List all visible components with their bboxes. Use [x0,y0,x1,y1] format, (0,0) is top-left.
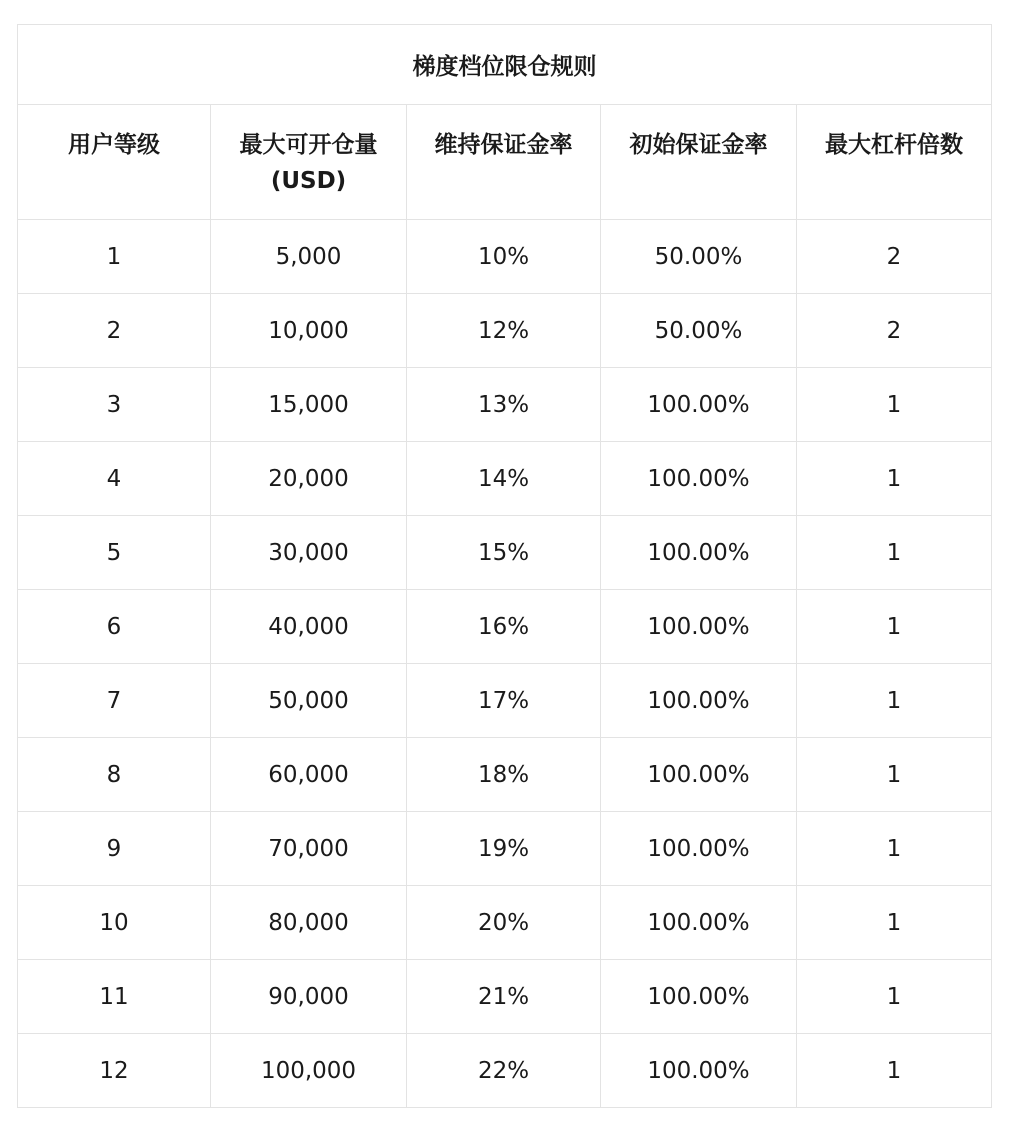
cell-max-leverage: 1 [797,368,992,442]
cell-max-leverage: 1 [797,516,992,590]
table-header-row [18,105,992,220]
cell-maintenance-margin: 19% [407,812,601,886]
table-body [18,220,992,1108]
cell-user-level: 4 [18,442,211,516]
table-row [18,220,992,294]
cell-max-position: 80,000 [211,886,407,960]
table-row [18,294,992,368]
table-row [18,516,992,590]
table-row [18,590,992,664]
header-max-leverage-label: 最大杠杆倍数 [825,132,963,158]
table-title-row [18,25,992,105]
cell-max-leverage: 1 [797,590,992,664]
cell-initial-margin: 50.00% [601,220,797,294]
cell-user-level: 11 [18,960,211,1034]
cell-max-position: 40,000 [211,590,407,664]
cell-max-leverage: 1 [797,812,992,886]
table-title: 梯度档位限仓规则 [18,25,992,105]
cell-max-leverage: 1 [797,1034,992,1108]
cell-max-position: 30,000 [211,516,407,590]
cell-max-position: 50,000 [211,664,407,738]
cell-initial-margin: 100.00% [601,886,797,960]
cell-maintenance-margin: 12% [407,294,601,368]
cell-initial-margin: 100.00% [601,960,797,1034]
table-row [18,886,992,960]
cell-maintenance-margin: 13% [407,368,601,442]
cell-maintenance-margin: 16% [407,590,601,664]
cell-initial-margin: 100.00% [601,590,797,664]
cell-maintenance-margin: 18% [407,738,601,812]
header-user-level [18,105,211,220]
cell-max-leverage: 1 [797,960,992,1034]
cell-maintenance-margin: 15% [407,516,601,590]
cell-max-leverage: 2 [797,294,992,368]
cell-maintenance-margin: 14% [407,442,601,516]
cell-max-position: 90,000 [211,960,407,1034]
header-user-level-label: 用户等级 [68,132,160,158]
header-max-position-label: 最大可开仓量 [239,132,378,158]
cell-user-level: 7 [18,664,211,738]
cell-max-position: 15,000 [211,368,407,442]
header-max-position-unit: (USD) [270,168,347,194]
cell-max-position: 100,000 [211,1034,407,1108]
cell-user-level: 8 [18,738,211,812]
cell-max-position: 10,000 [211,294,407,368]
cell-max-leverage: 1 [797,664,992,738]
cell-user-level: 3 [18,368,211,442]
header-maintenance-margin-label: 维持保证金率 [434,132,573,158]
cell-max-position: 5,000 [211,220,407,294]
cell-initial-margin: 100.00% [601,1034,797,1108]
cell-initial-margin: 100.00% [601,442,797,516]
cell-max-leverage: 2 [797,220,992,294]
cell-initial-margin: 100.00% [601,664,797,738]
cell-max-position: 70,000 [211,812,407,886]
table-row [18,812,992,886]
header-initial-margin [601,105,797,220]
cell-max-leverage: 1 [797,886,992,960]
table-row [18,1034,992,1108]
cell-initial-margin: 50.00% [601,294,797,368]
cell-max-position: 20,000 [211,442,407,516]
cell-maintenance-margin: 21% [407,960,601,1034]
cell-user-level: 12 [18,1034,211,1108]
cell-user-level: 5 [18,516,211,590]
cell-max-leverage: 1 [797,442,992,516]
cell-user-level: 1 [18,220,211,294]
cell-maintenance-margin: 20% [407,886,601,960]
table-row [18,368,992,442]
cell-user-level: 9 [18,812,211,886]
cell-maintenance-margin: 22% [407,1034,601,1108]
cell-initial-margin: 100.00% [601,738,797,812]
cell-maintenance-margin: 10% [407,220,601,294]
header-max-leverage [797,105,992,220]
cell-max-position: 60,000 [211,738,407,812]
cell-user-level: 2 [18,294,211,368]
tier-limit-table [17,24,992,1108]
header-max-position [211,105,407,220]
table-row [18,442,992,516]
table-row [18,738,992,812]
cell-user-level: 10 [18,886,211,960]
header-maintenance-margin [407,105,601,220]
cell-max-leverage: 1 [797,738,992,812]
cell-initial-margin: 100.00% [601,368,797,442]
cell-initial-margin: 100.00% [601,812,797,886]
header-initial-margin-label: 初始保证金率 [629,132,768,158]
table-row [18,960,992,1034]
cell-initial-margin: 100.00% [601,516,797,590]
cell-maintenance-margin: 17% [407,664,601,738]
cell-user-level: 6 [18,590,211,664]
table-row [18,664,992,738]
